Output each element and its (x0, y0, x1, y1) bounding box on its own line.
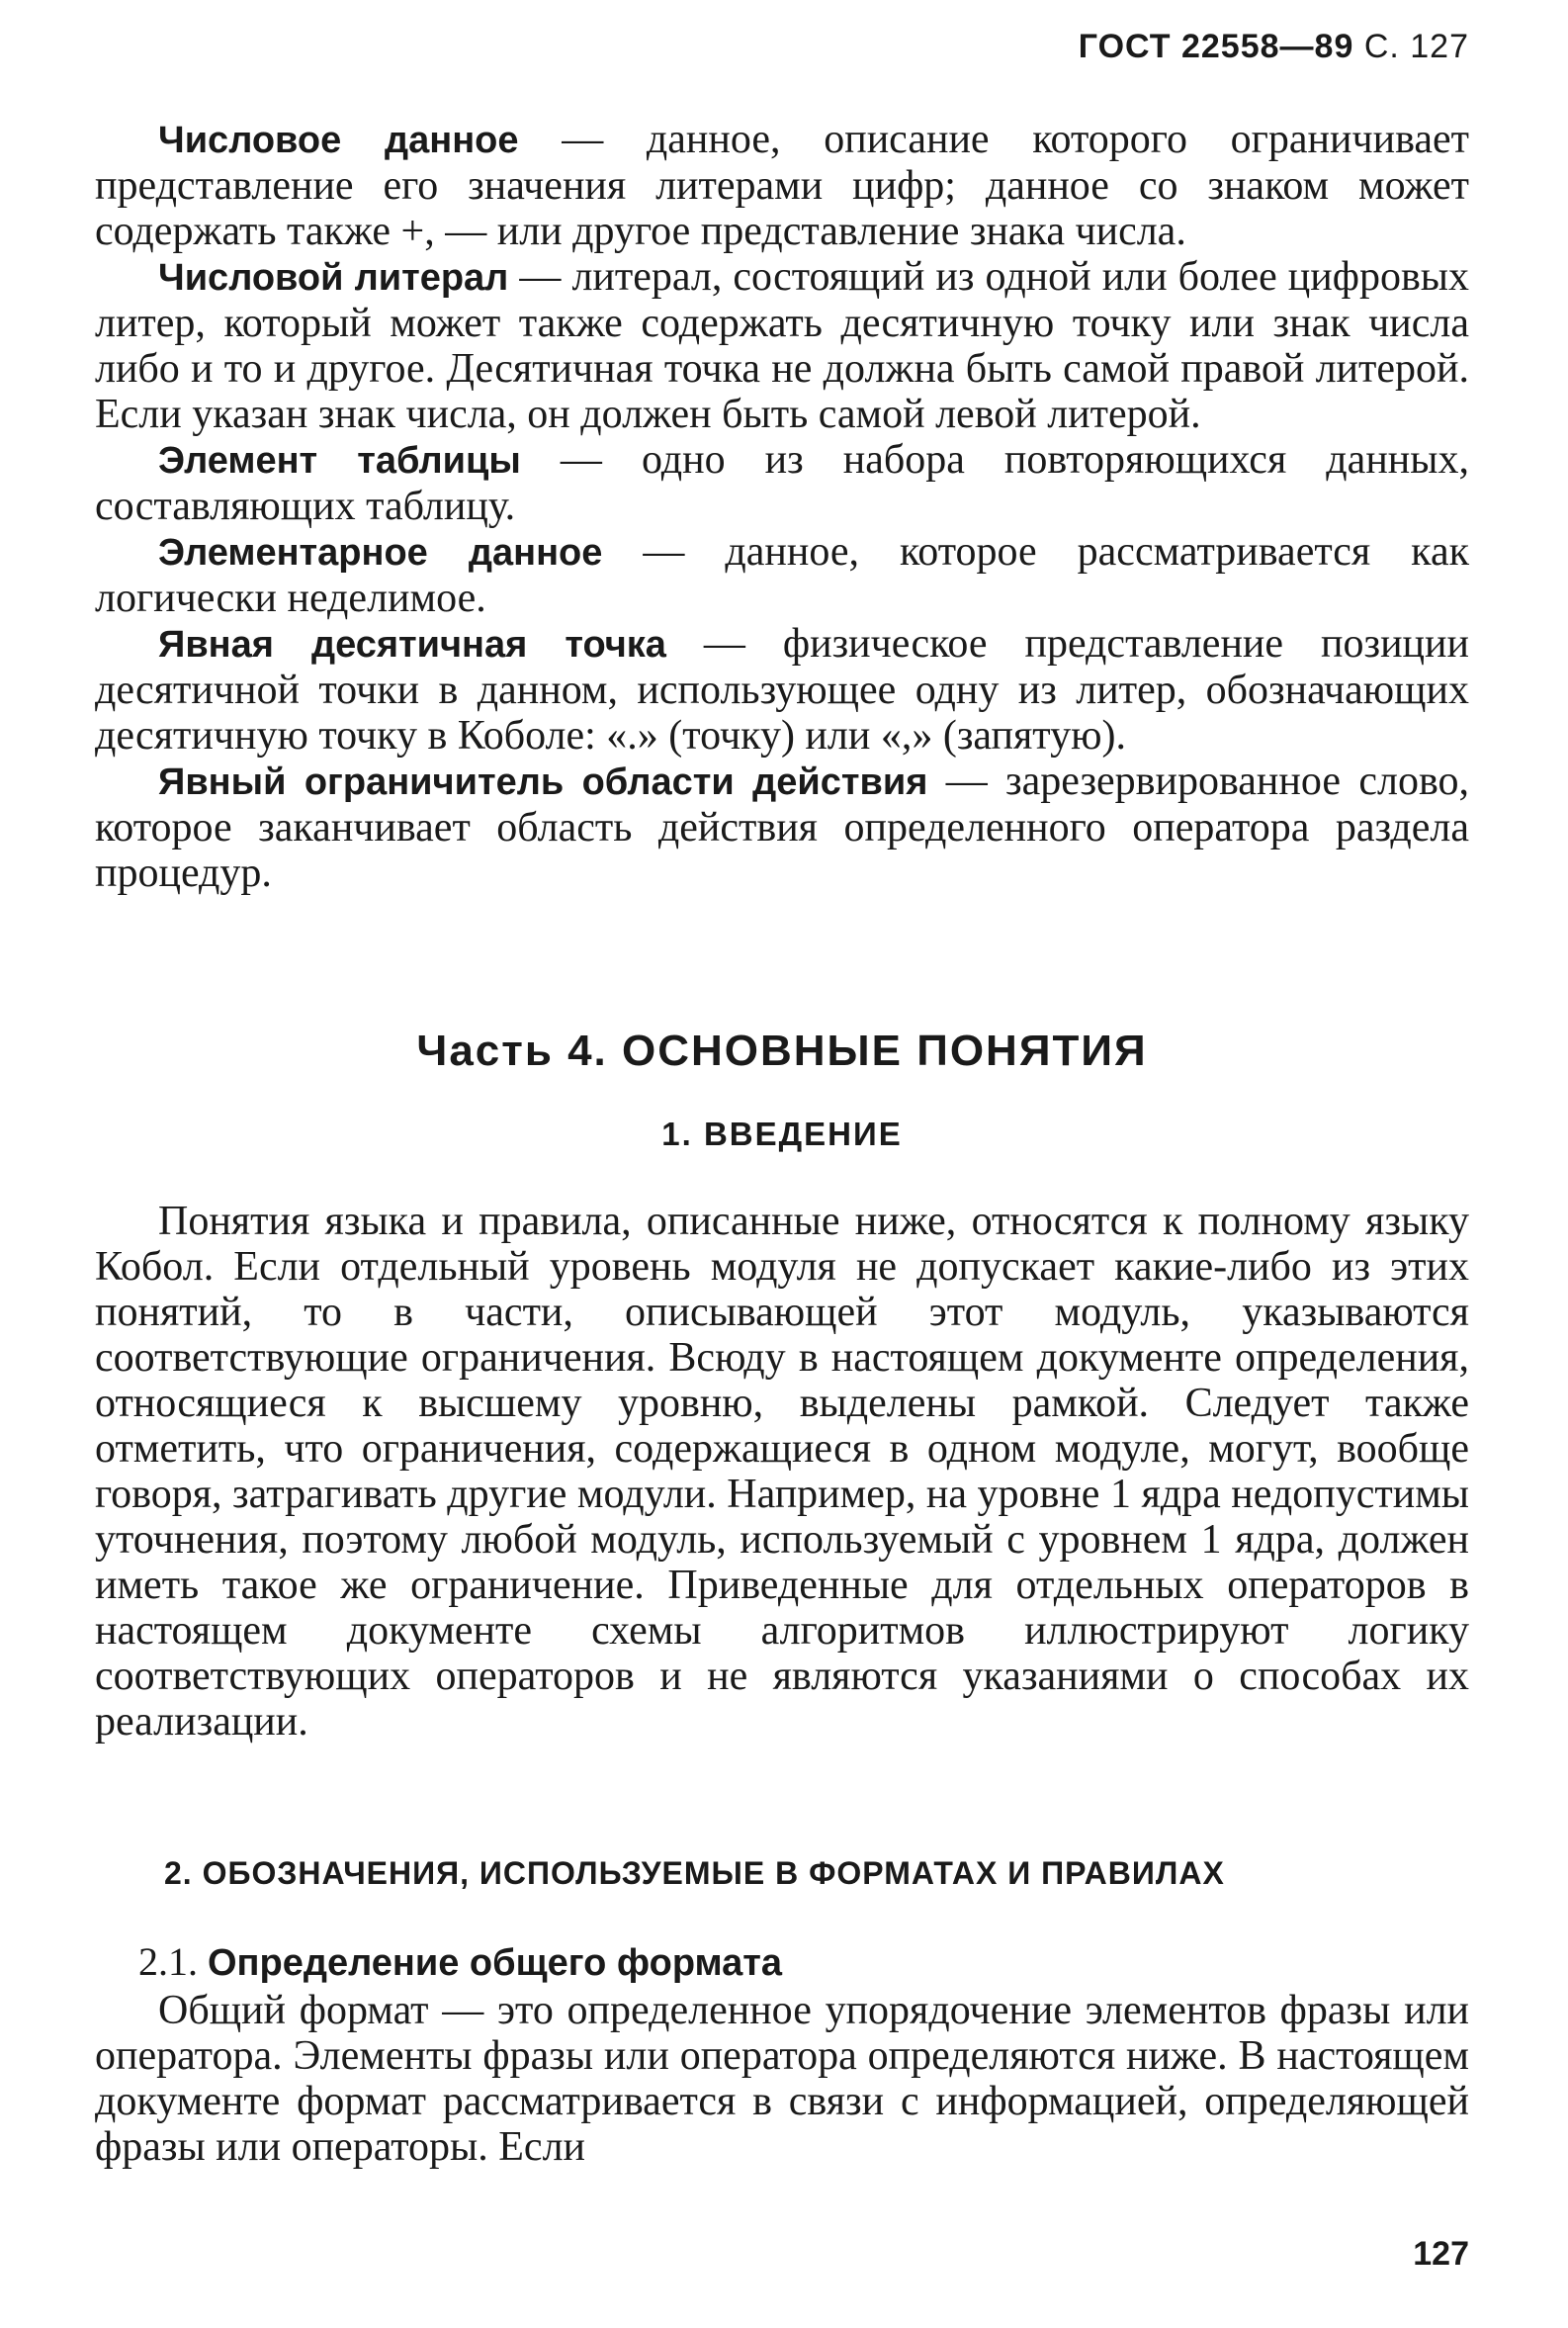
definition-item (95, 759, 1469, 896)
definition-text: — данное, которое рассматривается как логически неделимое. (95, 529, 1469, 621)
definition-term: Явный ограничитель области действия (158, 761, 928, 803)
definition-term: Элементарное данное (158, 532, 603, 574)
definition-term: Элемент таблицы (158, 440, 521, 482)
definition-text: — данное, описание которого ограничивает представление его значения литерами цифр; данное со знаком может содержать также +, — или другое представление знака числа. (95, 117, 1470, 254)
definition-item (95, 529, 1469, 621)
definition-text: — одно из набора повторяющихся данных, составляющих таблицу. (95, 437, 1469, 529)
definitions-list (95, 117, 1469, 896)
subsection-2-1-title (138, 1938, 782, 1985)
definition-item (95, 117, 1469, 254)
definition-text: — физическое представление позиции десятичной точки в данном, использующее одну из литер, обозначающих десятичную точку в Коболе: «.» (точку) или «,» (запятую). (95, 621, 1469, 759)
part-title: Часть 4. ОСНОВНЫЕ ПОНЯТИЯ (416, 1027, 1148, 1075)
definition-item (95, 437, 1469, 529)
definition-text: — литерал, состоящий из одной или более цифровых литер, который может также содержать десятичную точку или знак числа либо и то и другое. Десятичная точка не должна быть самой правой литерой. Если указан знак числа, он должен быть самой левой литерой. (95, 254, 1469, 437)
definition-term: Числовое данное (158, 120, 519, 161)
subsection-2-1-body: Общий формат — это определенное упорядочение элементов фразы или оператора. Элементы фразы или оператора определяются ниже. В настоящем документе формат рассматривается в связи с информацией, определяющей фразы или операторы. Если (95, 1988, 1469, 2170)
section-2-title: 2. ОБОЗНАЧЕНИЯ, ИСПОЛЬЗУЕМЫЕ В ФОРМАТАХ И ПРАВИЛАХ (164, 1855, 1225, 1891)
subsection-number: 2.1. (138, 1939, 208, 1984)
page-header (1079, 28, 1469, 66)
section-1-title: 1. ВВЕДЕНИЕ (661, 1116, 903, 1152)
definition-text: — зарезервированное слово, которое заканчивает область действия определенного оператора раздела процедур. (95, 759, 1469, 896)
definition-item (95, 254, 1469, 437)
header-standard-number: 22558—89 (1180, 28, 1354, 65)
header-gost: ГОСТ (1078, 28, 1172, 65)
definition-term: Числовой литерал (158, 257, 509, 299)
definition-term: Явная десятичная точка (158, 624, 666, 666)
header-page-label: С. 127 (1363, 28, 1469, 65)
subsection-heading: Определение общего формата (208, 1942, 783, 1984)
page-number: 127 (1413, 2235, 1469, 2273)
section-1-body: Понятия языка и правила, описанные ниже, относятся к полному языку Кобол. Если отдельный уровень модуля не допускает какие-либо из этих понятий, то в части, описывающей этот модуль, указываются соответствующие ограничения. Всюду в настоящем документе определения, относящиеся к высшему уровню, выделены рамкой. Следует также отметить, что ограничения, содержащиеся в одном модуле, могут, вообще говоря, затрагивать другие модули. Например, на уровне 1 ядра недопустимы уточнения, поэтому любой модуль, используемый с уровнем 1 ядра, должен иметь такое же ограничение. Приведенные для отдельных операторов в настоящем документе схемы алгоритмов иллюстрируют логику соответствующих операторов и не являются указаниями о способах их реализации. (95, 1199, 1469, 1745)
definition-item (95, 621, 1469, 759)
